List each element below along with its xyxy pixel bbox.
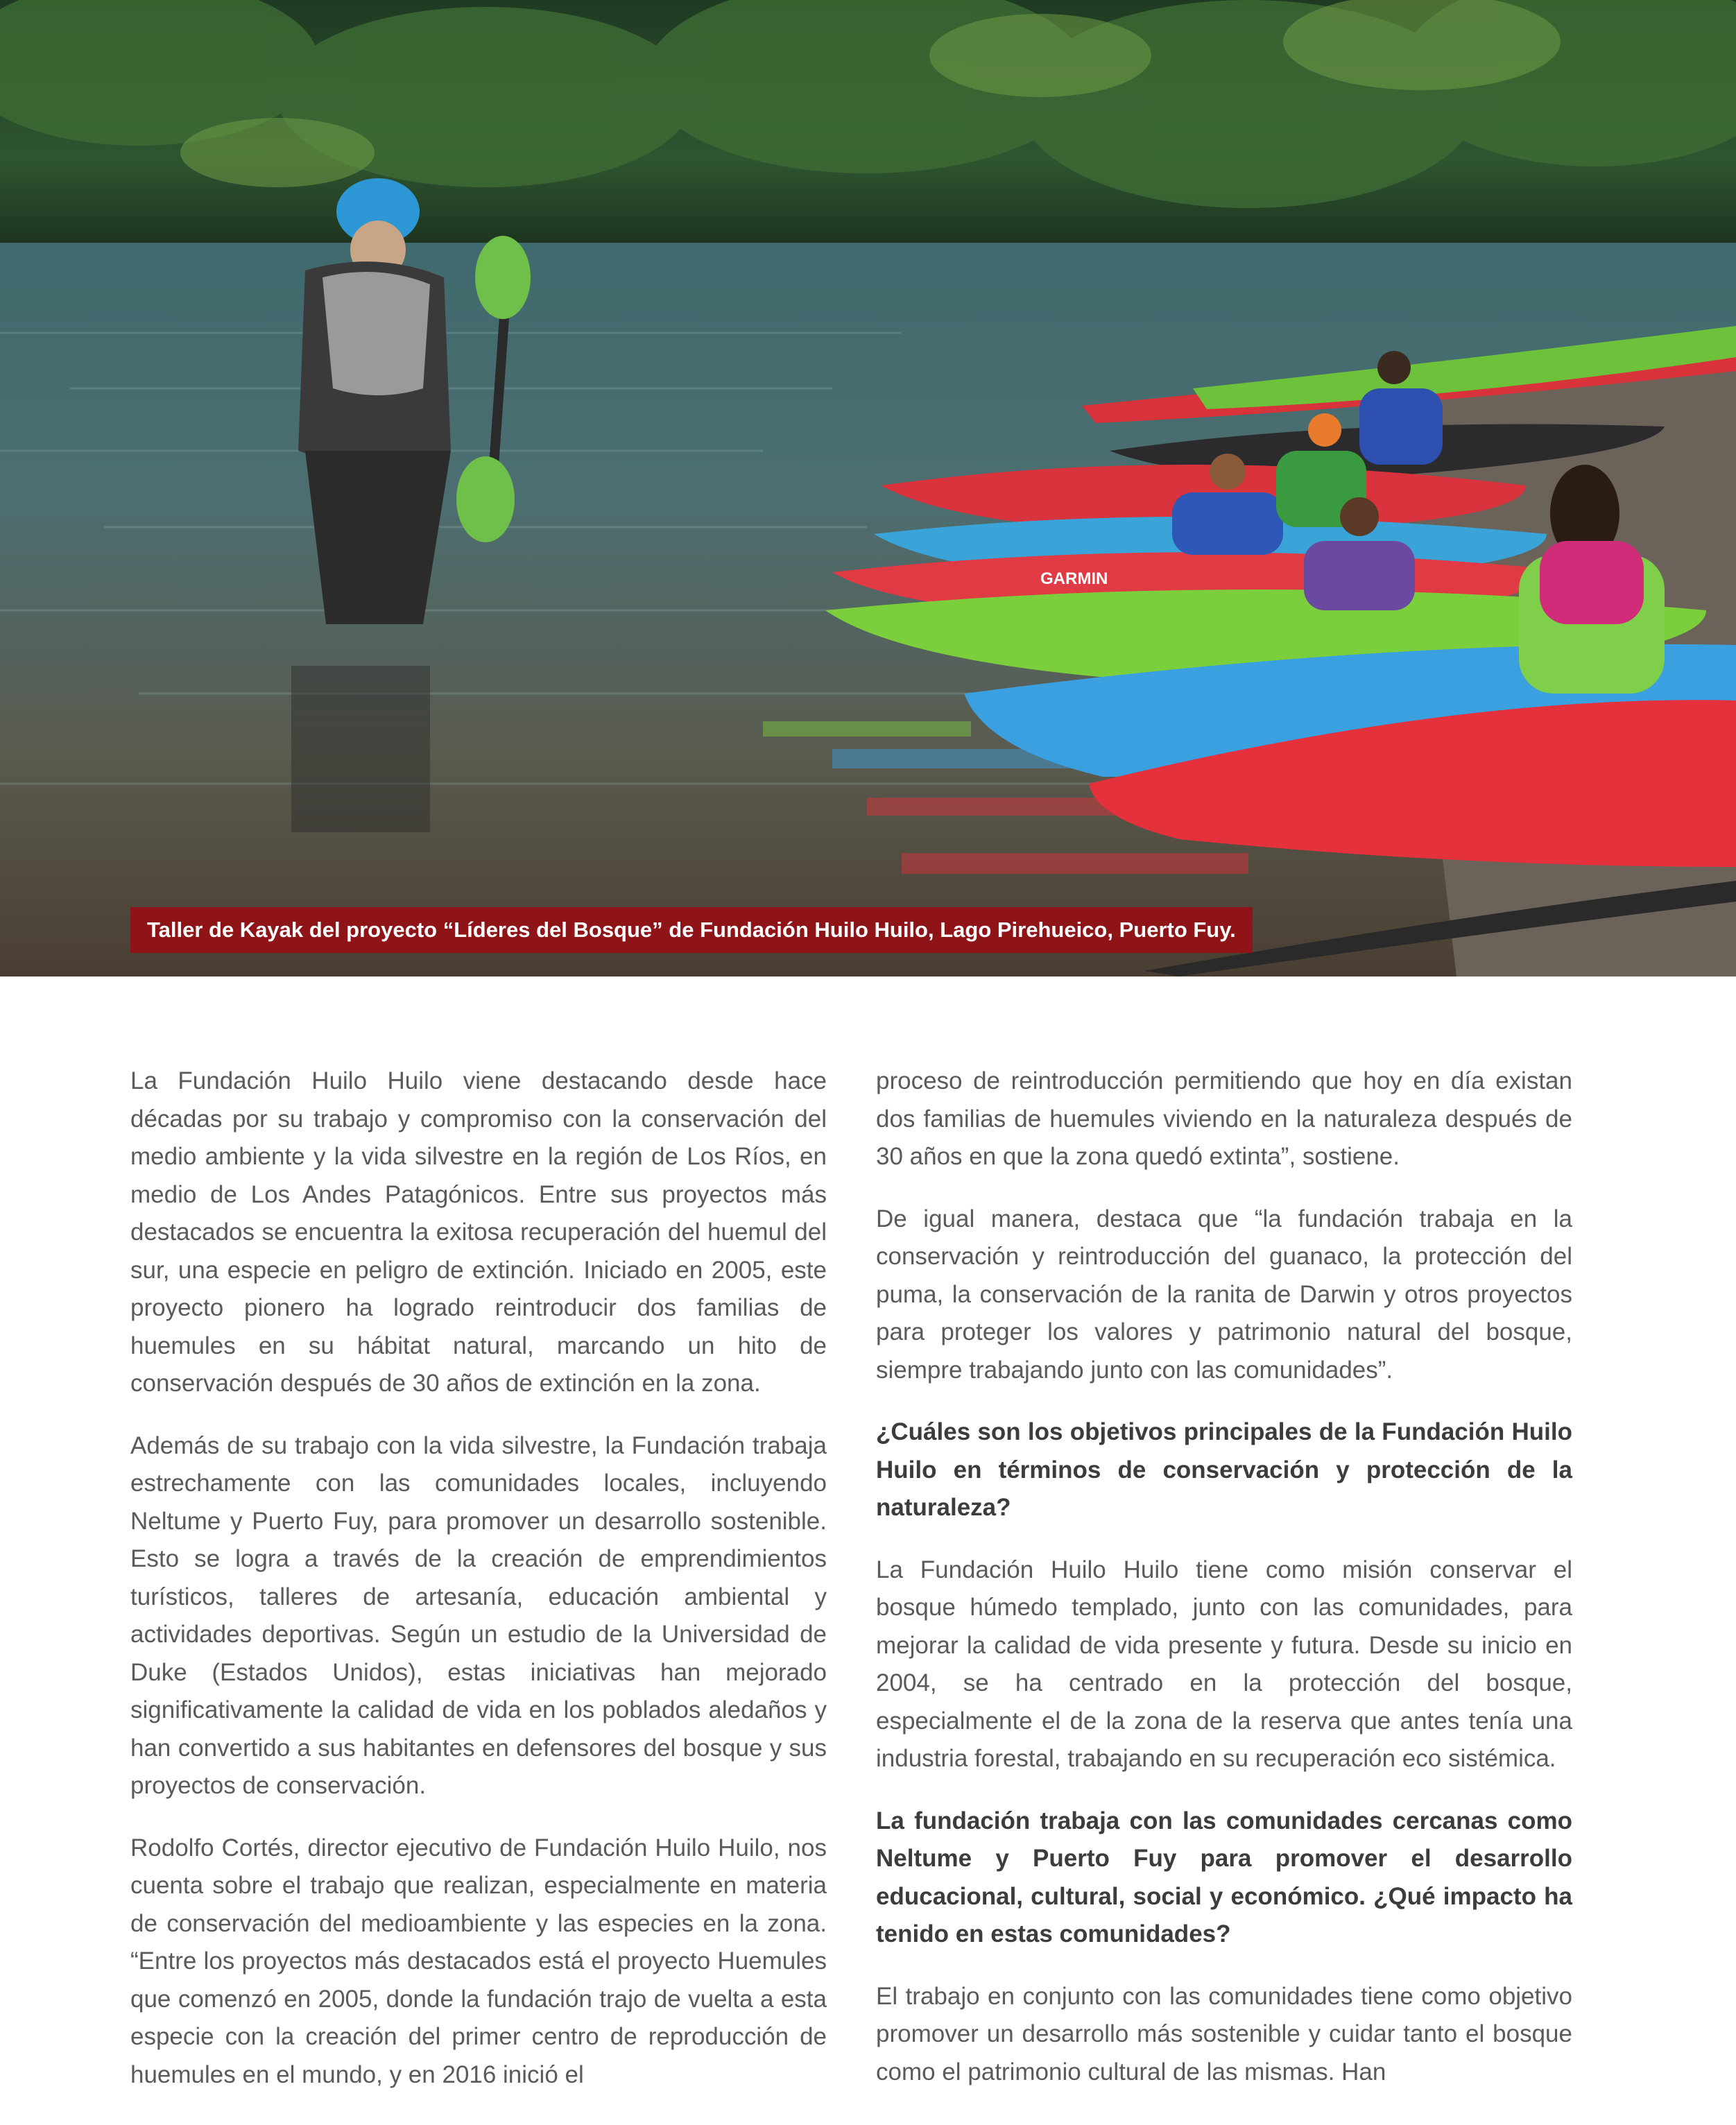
photo-caption: Taller de Kayak del proyecto “Líderes del Bosque” de Fundación Huilo Huilo, Lago Pirehueico, Puerto Fuy. xyxy=(130,907,1253,953)
paragraph: El trabajo en conjunto con las comunidades tiene como objetivo promover un desarrollo más sostenible y cuidar tanto el bosque como el patrimonio cultural de las mismas. Han xyxy=(876,1982,1572,2085)
kayak-workshop-illustration xyxy=(0,0,1736,977)
paragraph: La Fundación Huilo Huilo viene destacando desde hace décadas por su trabajo y compromiso con la conservación del medio ambiente y la vida silvestre en la región de Los Ríos, en medio de Los Andes Patagónicos. Entre sus proyectos más destacados se encuentra la exitosa recuperación del huemul del sur, una especie en peligro de extinción. Iniciado en 2005, este proyecto pionero ha logrado reintroducir dos familias de huemules en su hábitat natural, marcando un hito de conservación después de 30 años de extinción en la zona. xyxy=(130,1067,827,1397)
paragraph: Además de su trabajo con la vida silvestre, la Fundación trabaja estrechamente con las comunidades locales, incluyendo Neltume y Puerto Fuy, para promover un desarrollo sostenible. Esto se logra a través de la creación de emprendimientos turísticos, talleres de artesanía, educación ambiental y actividades deportivas. Según un estudio de la Universidad de Duke (Estados Unidos), estas iniciativas han mejorado significativamente la calidad de vida en los poblados aledaños y han convertido a sus habitantes en defensores del bosque y sus proyectos de conservación. xyxy=(130,1431,827,1799)
hero-photo xyxy=(0,0,1736,977)
paragraph: De igual manera, destaca que “la fundación trabaja en la conservación y reintroducción del guanaco, la protección del puma, la conservación de la ranita de Darwin y otros proyectos para proteger los valores y patrimonio natural del bosque, siempre trabajando junto con las comunidades”. xyxy=(876,1205,1572,1384)
paragraph: La Fundación Huilo Huilo tiene como misión conservar el bosque húmedo templado, junto con las comunidades, para mejorar la calidad de vida presente y futura. Desde su inicio en 2004, se ha centrado en la protección del bosque, especialmente el de la zona de la reserva que antes tenía una industria forestal, trabajando en su recuperación eco sistémica. xyxy=(876,1556,1572,1772)
kayak-logo-garmin: GARMIN xyxy=(1040,569,1108,588)
article-left-column xyxy=(130,1062,827,2118)
paragraph: Rodolfo Cortés, director ejecutivo de Fundación Huilo Huilo, nos cuenta sobre el trabajo que realizan, especialmente en materia de conservación del medioambiente y las especies en la zona. “Entre los proyectos más destacados está el proyecto Huemules que comenzó en 2005, donde la fundación trajo de vuelta a esta especie con la creación del primer centro de reproducción de huemules en el mundo, y en 2016 inició el xyxy=(130,1834,827,2088)
article-right-column xyxy=(876,1062,1572,2115)
interview-question: ¿Cuáles son los objetivos principales de la Fundación Huilo Huilo en términos de conservación y protección de la naturaleza? xyxy=(876,1418,1572,1521)
paragraph: proceso de reintroducción permitiendo que hoy en día existan dos familias de huemules viviendo en la naturaleza después de 30 años en que la zona quedó extinta”, sostiene. xyxy=(876,1067,1572,1170)
interview-question: La fundación trabaja con las comunidades cercanas como Neltume y Puerto Fuy para promover el desarrollo educacional, cultural, social y económico. ¿Qué impacto ha tenido en estas comunidades? xyxy=(876,1807,1572,1947)
